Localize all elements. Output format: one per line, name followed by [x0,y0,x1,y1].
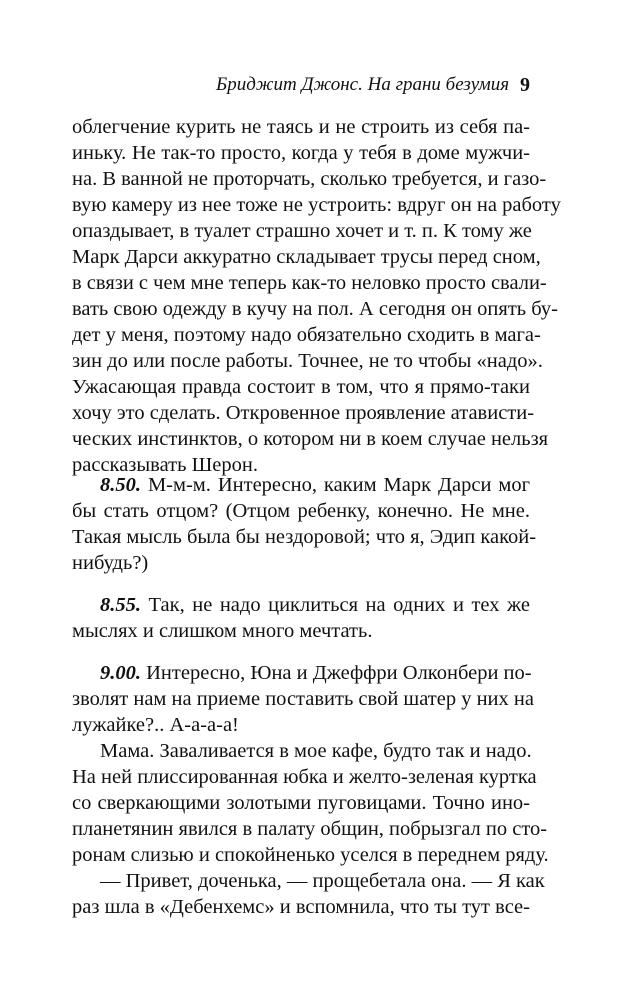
paragraph-mama [72,738,549,868]
text-line: зин до или после работы. Точнее, не то чтобы «надо». [72,350,543,372]
text-line: дет у меня, поэтому надо обязательно сходить в мага- [72,324,541,346]
text-line: нибудь?) [72,552,149,574]
book-title: Бриджит Джонс. На грани безумия [216,74,510,95]
text-line: планетянин явился в палату общин, побрызгал по сто- [72,818,548,840]
text-line: Марк Дарси аккуратно складывает трусы перед сном, [72,246,541,268]
entry-text: Так, не надо циклиться на одних и тех же [141,594,530,616]
running-header [72,70,530,100]
text-line: Ужасающая правда состоит в том, что я прямо-таки [72,376,530,398]
diary-entry-850 [72,472,537,576]
text-line: вать свою одежду в кучу на пол. А сегодня он опять бу- [72,298,558,320]
text-line: На ней плиссированная юбка и желто-зеленая куртка [72,766,537,788]
text-line: бы стать отцом? (Отцом ребенку, конечно. Не мне. [72,500,530,522]
diary-entry-900 [72,660,534,738]
text-line: ческих инстинктов, о котором ни в коем случае нельзя [72,428,549,450]
entry-first-line [72,660,530,686]
entry-time: 8.55. [100,594,141,616]
text-line: в связи с чем мне теперь как-то неловко просто свали- [72,272,547,294]
paragraph-first-line: Мама. Заваливается в мое кафе, будто так и надо. [100,740,532,762]
entry-text: Интересно, Юна и Джеффри Олконбери по- [141,662,532,684]
entry-time: 8.50. [100,474,141,496]
text-line: на. В ванной не проторчать, сколько требуется, и газо- [72,168,547,190]
text-line: хочу это сделать. Откровенное проявление атависти- [72,402,535,424]
paragraph-dialogue [72,868,545,920]
text-line: облегчение курить не таясь и не строить из себя па- [72,116,530,138]
entry-first-line [72,472,530,498]
text-line: раз шла в «Дебенхемс» и вспомнила, что ты тут все- [72,896,530,918]
text-line: Такая мысль была бы нездоровой; что я, Эдип какой- [72,526,537,548]
text-line: со сверкающими золотыми пуговицами. Точно ино- [72,792,530,814]
entry-first-line [72,592,530,618]
text-line: иньку. Не так-то просто, когда у тебя в доме мужчи- [72,142,530,164]
text-line: вую камеру из нее тоже не устроить: вдруг он на работу [72,194,561,216]
paragraph-1 [72,114,561,478]
text-line: лужайке?.. А-а-а-а! [72,714,239,736]
text-line: мыслях и слишком много мечтать. [72,620,373,642]
entry-time: 9.00. [100,662,141,684]
entry-text: М-м-м. Интересно, каким Марк Дарси мог [141,474,530,496]
text-line: зволят нам на приеме поставить свой шатер у них на [72,688,534,710]
text-line: рассказывать Шерон. [72,454,258,476]
diary-entry-855 [72,592,530,644]
text-line: опаздывает, в туалет страшно хочет и т. п. К тому же [72,220,532,242]
page-number: 9 [520,74,530,96]
text-line: ронам слизью и спокойненько уселся в переднем ряду. [72,844,549,866]
paragraph-first-line: — Привет, доченька, — прощебетала она. — Я как [100,870,545,892]
